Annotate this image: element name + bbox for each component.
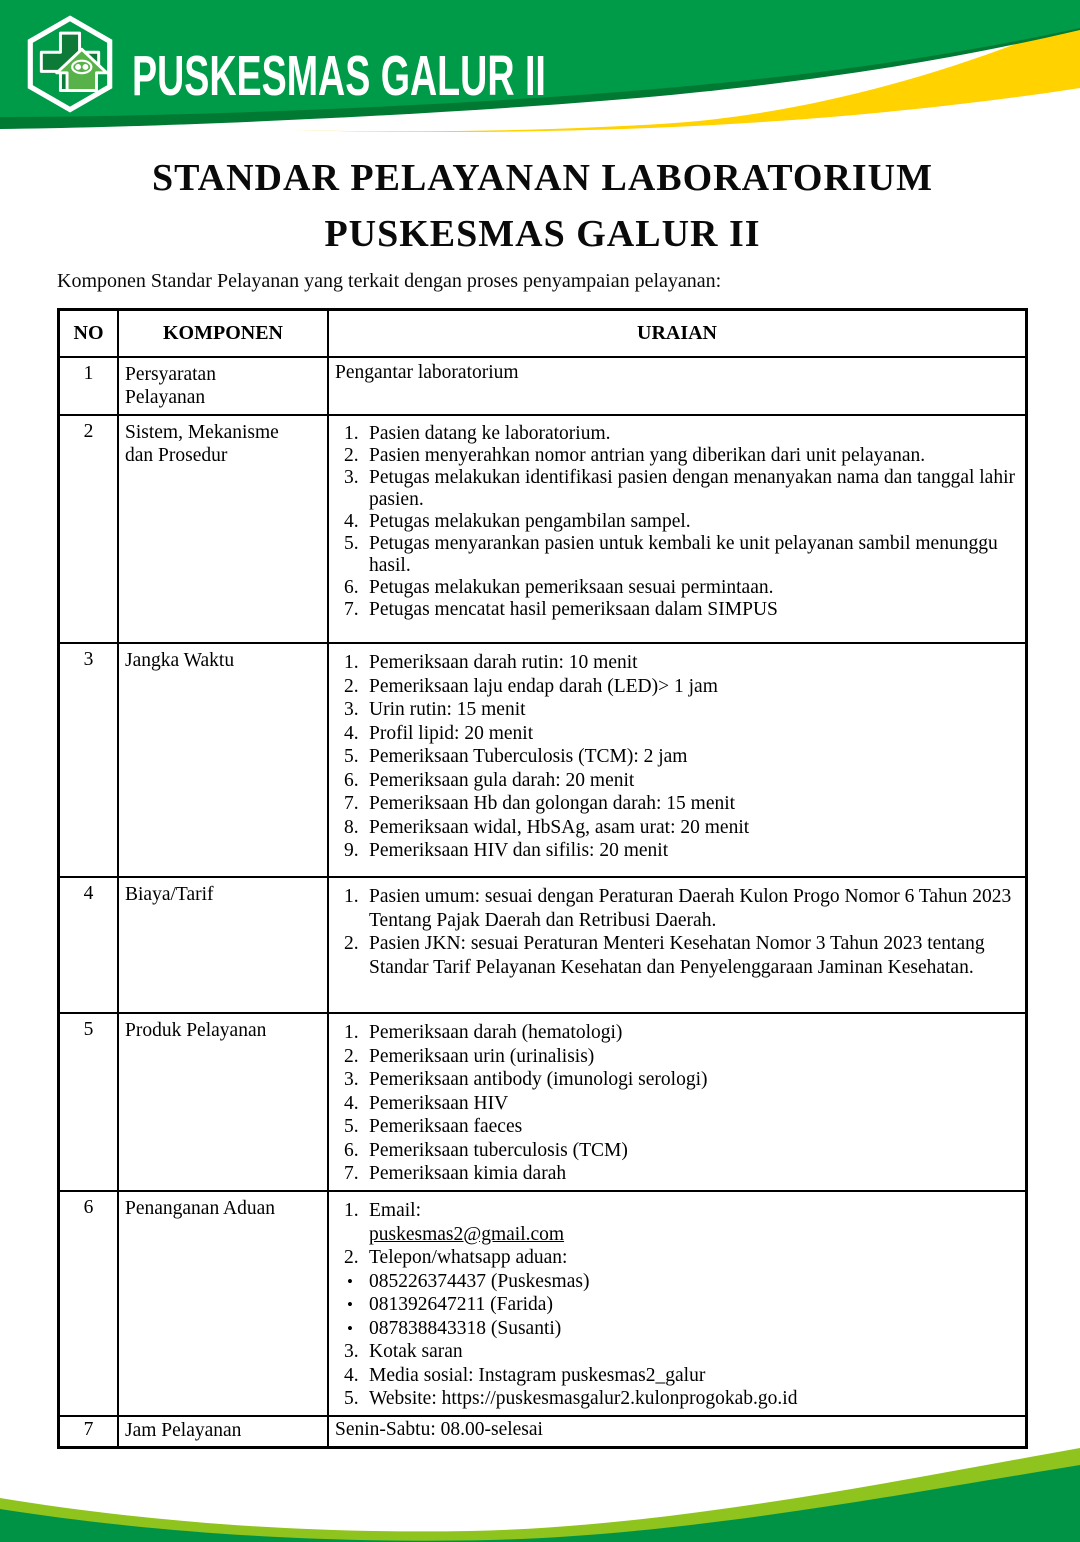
number-marker: 1. bbox=[344, 423, 359, 444]
uraian-item-text: Pasien umum: sesuai dengan Peraturan Daerah Kulon Progo Nomor 6 Tahun 2023 Tentang Pajak Daerah dan Retribusi Daerah. bbox=[369, 886, 1012, 931]
uraian-list-item bbox=[344, 1115, 1015, 1139]
row-number: 7 bbox=[83, 1418, 94, 1440]
uraian-item-text: Profil lipid: 20 menit bbox=[369, 722, 534, 744]
cell-komponen bbox=[119, 1014, 329, 1190]
uraian-item-text: Pemeriksaan Tuberculosis (TCM): 2 jam bbox=[369, 746, 688, 767]
uraian-item-text: Petugas mencatat hasil pemeriksaan dalam SIMPUS bbox=[369, 599, 778, 620]
col-header-komponen: KOMPONEN bbox=[119, 311, 329, 356]
uraian-item-text: Petugas melakukan pengambilan sampel. bbox=[369, 511, 691, 532]
uraian-list-item bbox=[344, 1068, 1015, 1092]
uraian-list-item bbox=[344, 745, 1015, 769]
intro-text: Komponen Standar Pelayanan yang terkait dengan proses penyampaian pelayanan: bbox=[57, 270, 722, 292]
cell-komponen bbox=[119, 644, 329, 876]
number-marker: 5. bbox=[344, 1388, 359, 1409]
table-row bbox=[60, 1012, 1025, 1190]
uraian-bullet-item bbox=[344, 1293, 1015, 1317]
number-marker: 9. bbox=[344, 840, 359, 861]
uraian-item-text: Pemeriksaan HIV bbox=[369, 1092, 509, 1114]
uraian-list-item bbox=[344, 792, 1015, 816]
number-marker: 8. bbox=[344, 816, 359, 838]
number-marker: 4. bbox=[344, 722, 359, 744]
uraian-list-item bbox=[344, 839, 1015, 863]
uraian-item-text: Petugas melakukan identifikasi pasien dengan menanyakan nama dan tanggal lahir pasien. bbox=[369, 467, 1015, 510]
uraian-item-text: Telepon/whatsapp aduan: bbox=[369, 1247, 568, 1268]
uraian-item-text: 087838843318 (Susanti) bbox=[369, 1317, 562, 1339]
uraian-list-item bbox=[344, 1092, 1015, 1116]
uraian-item-text: Pemeriksaan tuberculosis (TCM) bbox=[369, 1139, 628, 1161]
service-standards-table bbox=[57, 308, 1028, 1449]
number-marker: 6. bbox=[344, 577, 359, 598]
uraian-item-text: Pemeriksaan gula darah: 20 menit bbox=[369, 769, 635, 791]
table-row bbox=[60, 414, 1025, 642]
number-marker: 3. bbox=[344, 467, 359, 488]
number-marker: 5. bbox=[344, 533, 359, 554]
number-marker: 2. bbox=[344, 933, 359, 954]
cell-komponen bbox=[119, 416, 329, 642]
number-marker: 6. bbox=[344, 769, 359, 791]
number-marker: 6. bbox=[344, 1139, 359, 1161]
row-number: 5 bbox=[83, 1019, 94, 1040]
cell-no bbox=[60, 358, 119, 414]
uraian-item-text: 085226374437 (Puskesmas) bbox=[369, 1270, 590, 1292]
cell-komponen bbox=[119, 878, 329, 1012]
table-body bbox=[60, 356, 1025, 1446]
number-marker: 2. bbox=[344, 1247, 359, 1268]
komponen-label: Biaya/Tarif bbox=[125, 884, 214, 905]
number-marker: 3. bbox=[344, 1341, 359, 1362]
uraian-item-text: Pemeriksaan darah (hematologi) bbox=[369, 1022, 623, 1043]
col-header-no: NO bbox=[60, 311, 119, 356]
uraian-list bbox=[329, 878, 1025, 983]
number-marker: 1. bbox=[344, 1022, 359, 1043]
number-marker: 5. bbox=[344, 1116, 359, 1137]
number-marker: 7. bbox=[344, 599, 359, 620]
footer-wave-graphic bbox=[0, 1420, 1080, 1542]
uraian-item-text: Pemeriksaan widal, HbSAg, asam urat: 20 menit bbox=[369, 816, 750, 838]
uraian-item-text: Pemeriksaan laju endap darah (LED)> 1 jam bbox=[369, 675, 718, 697]
cell-komponen bbox=[119, 358, 329, 414]
uraian-list-item bbox=[344, 533, 1015, 577]
bullet-marker: • bbox=[347, 1295, 353, 1314]
uraian-item-text: Pemeriksaan kimia darah bbox=[369, 1163, 567, 1184]
number-marker: 7. bbox=[344, 1163, 359, 1184]
uraian-list-item bbox=[344, 445, 1015, 467]
uraian-list-item bbox=[344, 1199, 1015, 1246]
uraian-list-item bbox=[344, 769, 1015, 793]
uraian-list-item bbox=[344, 1162, 1015, 1186]
cell-uraian bbox=[329, 416, 1025, 642]
uraian-list-item bbox=[344, 698, 1015, 722]
cell-uraian bbox=[329, 644, 1025, 876]
uraian-list-item bbox=[344, 1045, 1015, 1069]
uraian-item-text: Petugas menyarankan pasien untuk kembali ke unit pelayanan sambil menunggu hasil. bbox=[369, 533, 998, 576]
page-title-line2: PUSKESMAS GALUR II bbox=[324, 213, 761, 255]
cell-no bbox=[60, 878, 119, 1012]
uraian-list bbox=[329, 1192, 1025, 1415]
uraian-text: Pengantar laboratorium bbox=[335, 362, 519, 383]
number-marker: 4. bbox=[344, 511, 359, 532]
uraian-item-text: 081392647211 (Farida) bbox=[369, 1294, 553, 1315]
uraian-item-text: Petugas melakukan pemeriksaan sesuai permintaan. bbox=[369, 577, 774, 598]
col-header-uraian: URAIAN bbox=[637, 322, 717, 344]
number-marker: 1. bbox=[344, 652, 359, 673]
cell-komponen bbox=[119, 1192, 329, 1415]
uraian-list-item bbox=[344, 1139, 1015, 1163]
uraian-list-item bbox=[344, 722, 1015, 746]
uraian-list-item bbox=[344, 511, 1015, 533]
number-marker: 3. bbox=[344, 1069, 359, 1090]
page-title-line1: STANDAR PELAYANAN LABORATORIUM bbox=[152, 157, 933, 199]
uraian-list-item bbox=[344, 599, 1015, 621]
uraian-item-text: Urin rutin: 15 menit bbox=[369, 699, 526, 720]
cell-no bbox=[60, 644, 119, 876]
uraian-list-item bbox=[344, 1021, 1015, 1045]
bullet-marker: • bbox=[347, 1318, 353, 1338]
uraian-item-text: Pemeriksaan darah rutin: 10 menit bbox=[369, 652, 638, 673]
uraian-item-text: Website: https://puskesmasgalur2.kulonprogokab.go.id bbox=[369, 1388, 798, 1409]
cell-uraian bbox=[329, 358, 1025, 414]
uraian-list-item bbox=[344, 675, 1015, 699]
number-marker: 4. bbox=[344, 1364, 359, 1386]
row-number: 2 bbox=[83, 421, 94, 442]
number-marker: 1. bbox=[344, 886, 359, 907]
cell-uraian bbox=[329, 1192, 1025, 1415]
uraian-list bbox=[329, 416, 1025, 625]
uraian-item-text: Pemeriksaan HIV dan sifilis: 20 menit bbox=[369, 840, 669, 861]
number-marker: 5. bbox=[344, 746, 359, 767]
komponen-label: Persyaratan Pelayanan bbox=[125, 364, 216, 408]
cell-no bbox=[60, 416, 119, 642]
table-row bbox=[60, 1190, 1025, 1415]
row-number: 6 bbox=[83, 1197, 94, 1218]
uraian-item-text: Pasien datang ke laboratorium. bbox=[369, 423, 611, 444]
komponen-label: Jam Pelayanan bbox=[125, 1419, 242, 1441]
uraian-bullet-item bbox=[344, 1270, 1015, 1294]
uraian-list-item bbox=[344, 651, 1015, 675]
komponen-label: Sistem, Mekanisme dan Prosedur bbox=[125, 422, 279, 466]
page-title bbox=[57, 150, 1028, 262]
uraian-item-text: Pemeriksaan Hb dan golongan darah: 15 menit bbox=[369, 793, 736, 814]
uraian-bullet-item bbox=[344, 1317, 1015, 1341]
cell-uraian bbox=[329, 1014, 1025, 1190]
table-row bbox=[60, 356, 1025, 414]
table-row bbox=[60, 876, 1025, 1012]
uraian-item-text: Email: puskesmas2@gmail.com bbox=[369, 1199, 1015, 1246]
cell-no bbox=[60, 1192, 119, 1415]
cell-uraian bbox=[329, 878, 1025, 1012]
email-link[interactable]: puskesmas2@gmail.com bbox=[369, 1223, 565, 1245]
uraian-list-item bbox=[344, 423, 1015, 445]
uraian-list-item bbox=[344, 816, 1015, 840]
number-marker: 2. bbox=[344, 445, 359, 466]
komponen-label: Jangka Waktu bbox=[125, 650, 235, 671]
number-marker: 2. bbox=[344, 1045, 359, 1067]
cell-no bbox=[60, 1014, 119, 1190]
uraian-item-text: Pasien menyerahkan nomor antrian yang diberikan dari unit pelayanan. bbox=[369, 445, 926, 466]
uraian-item-text: Media sosial: Instagram puskesmas2_galur bbox=[369, 1364, 706, 1386]
table-row bbox=[60, 642, 1025, 876]
uraian-text: Senin-Sabtu: 08.00-selesai bbox=[335, 1418, 543, 1440]
uraian-list-item bbox=[344, 1340, 1015, 1364]
table-header-row bbox=[60, 311, 1025, 356]
uraian-item-text: Pemeriksaan faeces bbox=[369, 1116, 523, 1137]
komponen-label: Produk Pelayanan bbox=[125, 1020, 267, 1041]
row-number: 1 bbox=[83, 363, 94, 384]
uraian-list-item bbox=[344, 577, 1015, 599]
brand-title: PUSKESMAS GALUR II bbox=[132, 44, 546, 108]
uraian-item-text: Kotak saran bbox=[369, 1341, 463, 1362]
number-marker: 3. bbox=[344, 699, 359, 720]
komponen-label: Penanganan Aduan bbox=[125, 1198, 276, 1219]
row-number: 3 bbox=[83, 649, 94, 670]
uraian-item-text: Pemeriksaan antibody (imunologi serologi) bbox=[369, 1069, 708, 1090]
number-marker: 1. bbox=[344, 1200, 359, 1221]
uraian-list-item bbox=[344, 885, 1015, 932]
uraian-list-item bbox=[344, 1387, 1015, 1411]
uraian-list-item bbox=[344, 932, 1015, 979]
uraian-item-text: Pasien JKN: sesuai Peraturan Menteri Kesehatan Nomor 3 Tahun 2023 tentang Standar Tarif Pelayanan Kesehatan dan Penyelenggaraan Jaminan Kesehatan. bbox=[369, 933, 985, 978]
uraian-item-text: Pemeriksaan urin (urinalisis) bbox=[369, 1045, 595, 1067]
number-marker: 2. bbox=[344, 675, 359, 697]
bullet-marker: • bbox=[347, 1271, 353, 1291]
uraian-list-item bbox=[344, 467, 1015, 511]
number-marker: 4. bbox=[344, 1092, 359, 1114]
uraian-list bbox=[329, 1014, 1025, 1190]
uraian-list-item bbox=[344, 1246, 1015, 1270]
row-number: 4 bbox=[83, 883, 94, 904]
number-marker: 7. bbox=[344, 793, 359, 814]
uraian-list-item bbox=[344, 1364, 1015, 1388]
uraian-list bbox=[329, 644, 1025, 867]
